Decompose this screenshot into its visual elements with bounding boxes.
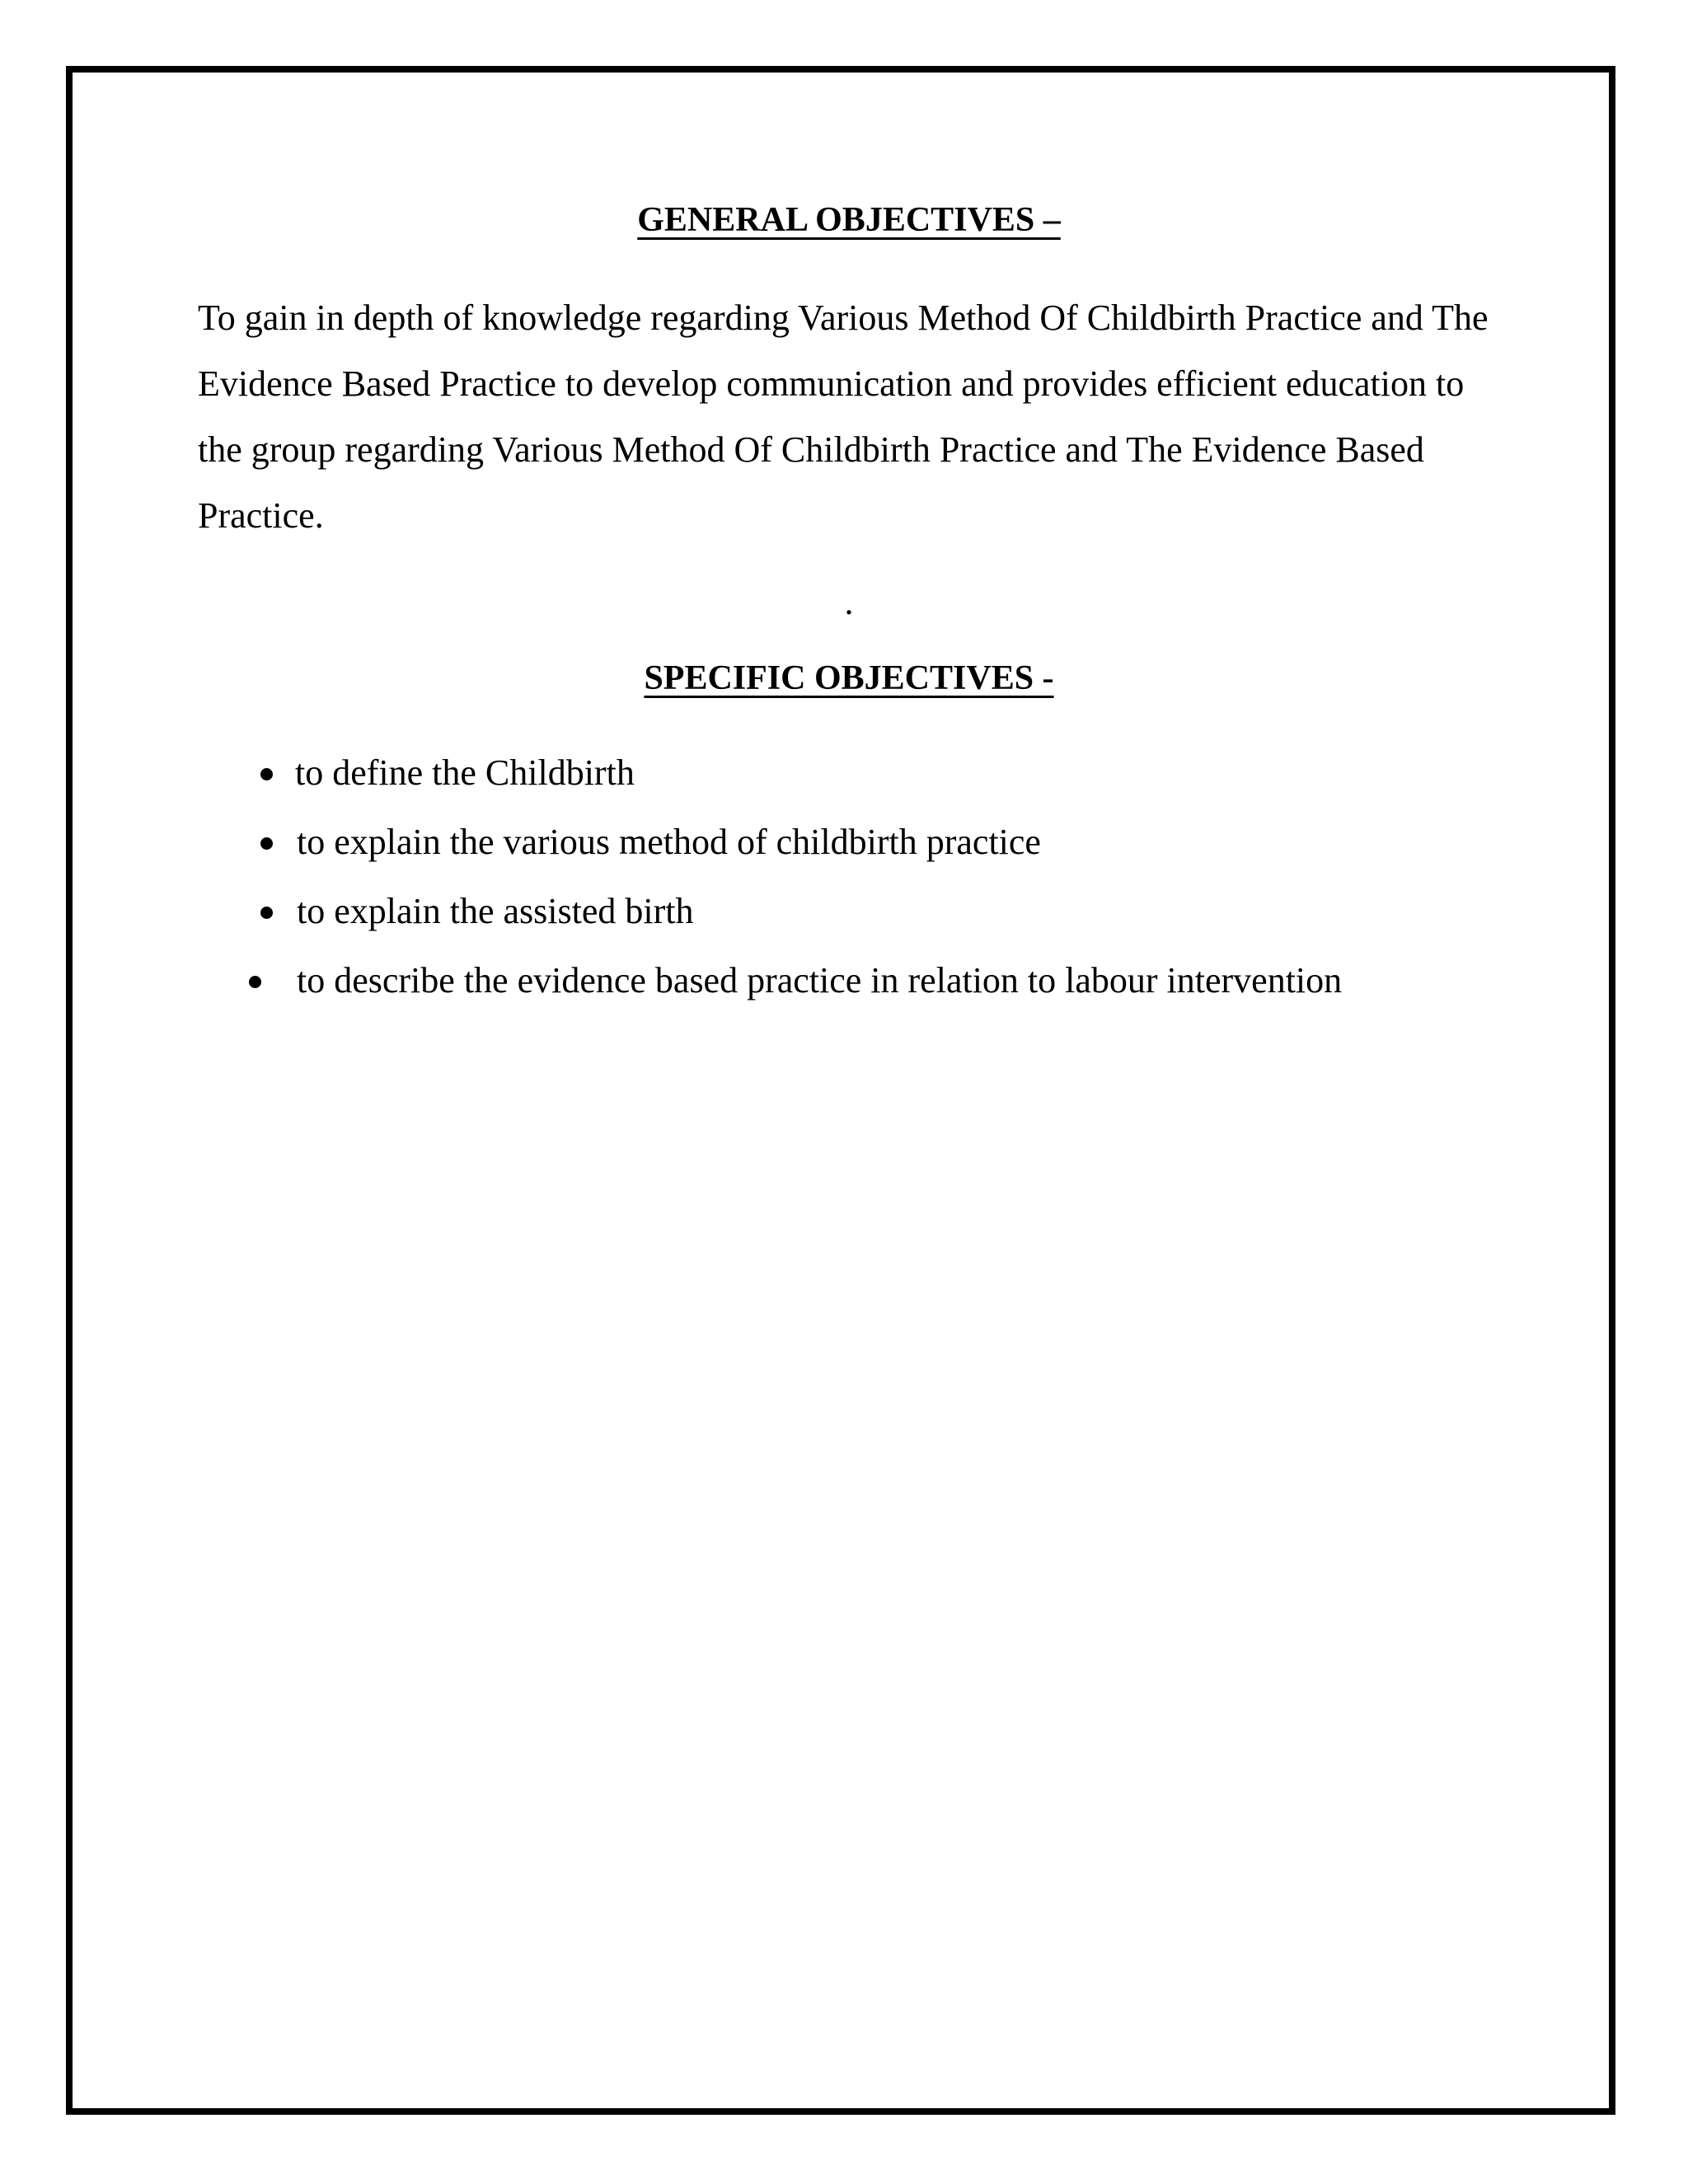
list-item-text: to define the Childbirth: [295, 752, 635, 793]
bullet-icon: [249, 976, 261, 988]
specific-objectives-heading: SPECIFIC OBJECTIVES -: [644, 659, 1054, 697]
bullet-icon: [260, 907, 273, 919]
specific-objectives-list: [198, 738, 1500, 1015]
separator-dot: .: [844, 582, 854, 622]
document-content: [198, 196, 1500, 1015]
list-item-text: to explain the assisted birth: [297, 891, 694, 931]
general-objectives-text: To gain in depth of knowledge regarding Various Method Of Childbirth Practice and The Evidence Based Practice to develop communication and provides efficient education to the group regarding Various Method Of Childbirth Practice and The Evidence Based Practice.: [198, 298, 1489, 536]
list-item-text: to describe the evidence based practice in relation to labour intervention: [297, 960, 1343, 1001]
list-item: [198, 877, 1500, 946]
list-item-text: to explain the various method of childbirth practice: [297, 822, 1041, 862]
general-objectives-heading: GENERAL OBJECTIVES –: [637, 201, 1061, 239]
list-item: [198, 946, 1500, 1015]
bullet-icon: [260, 837, 273, 850]
bullet-icon: [260, 768, 273, 780]
list-item: [198, 738, 1500, 808]
list-item: [198, 808, 1500, 877]
